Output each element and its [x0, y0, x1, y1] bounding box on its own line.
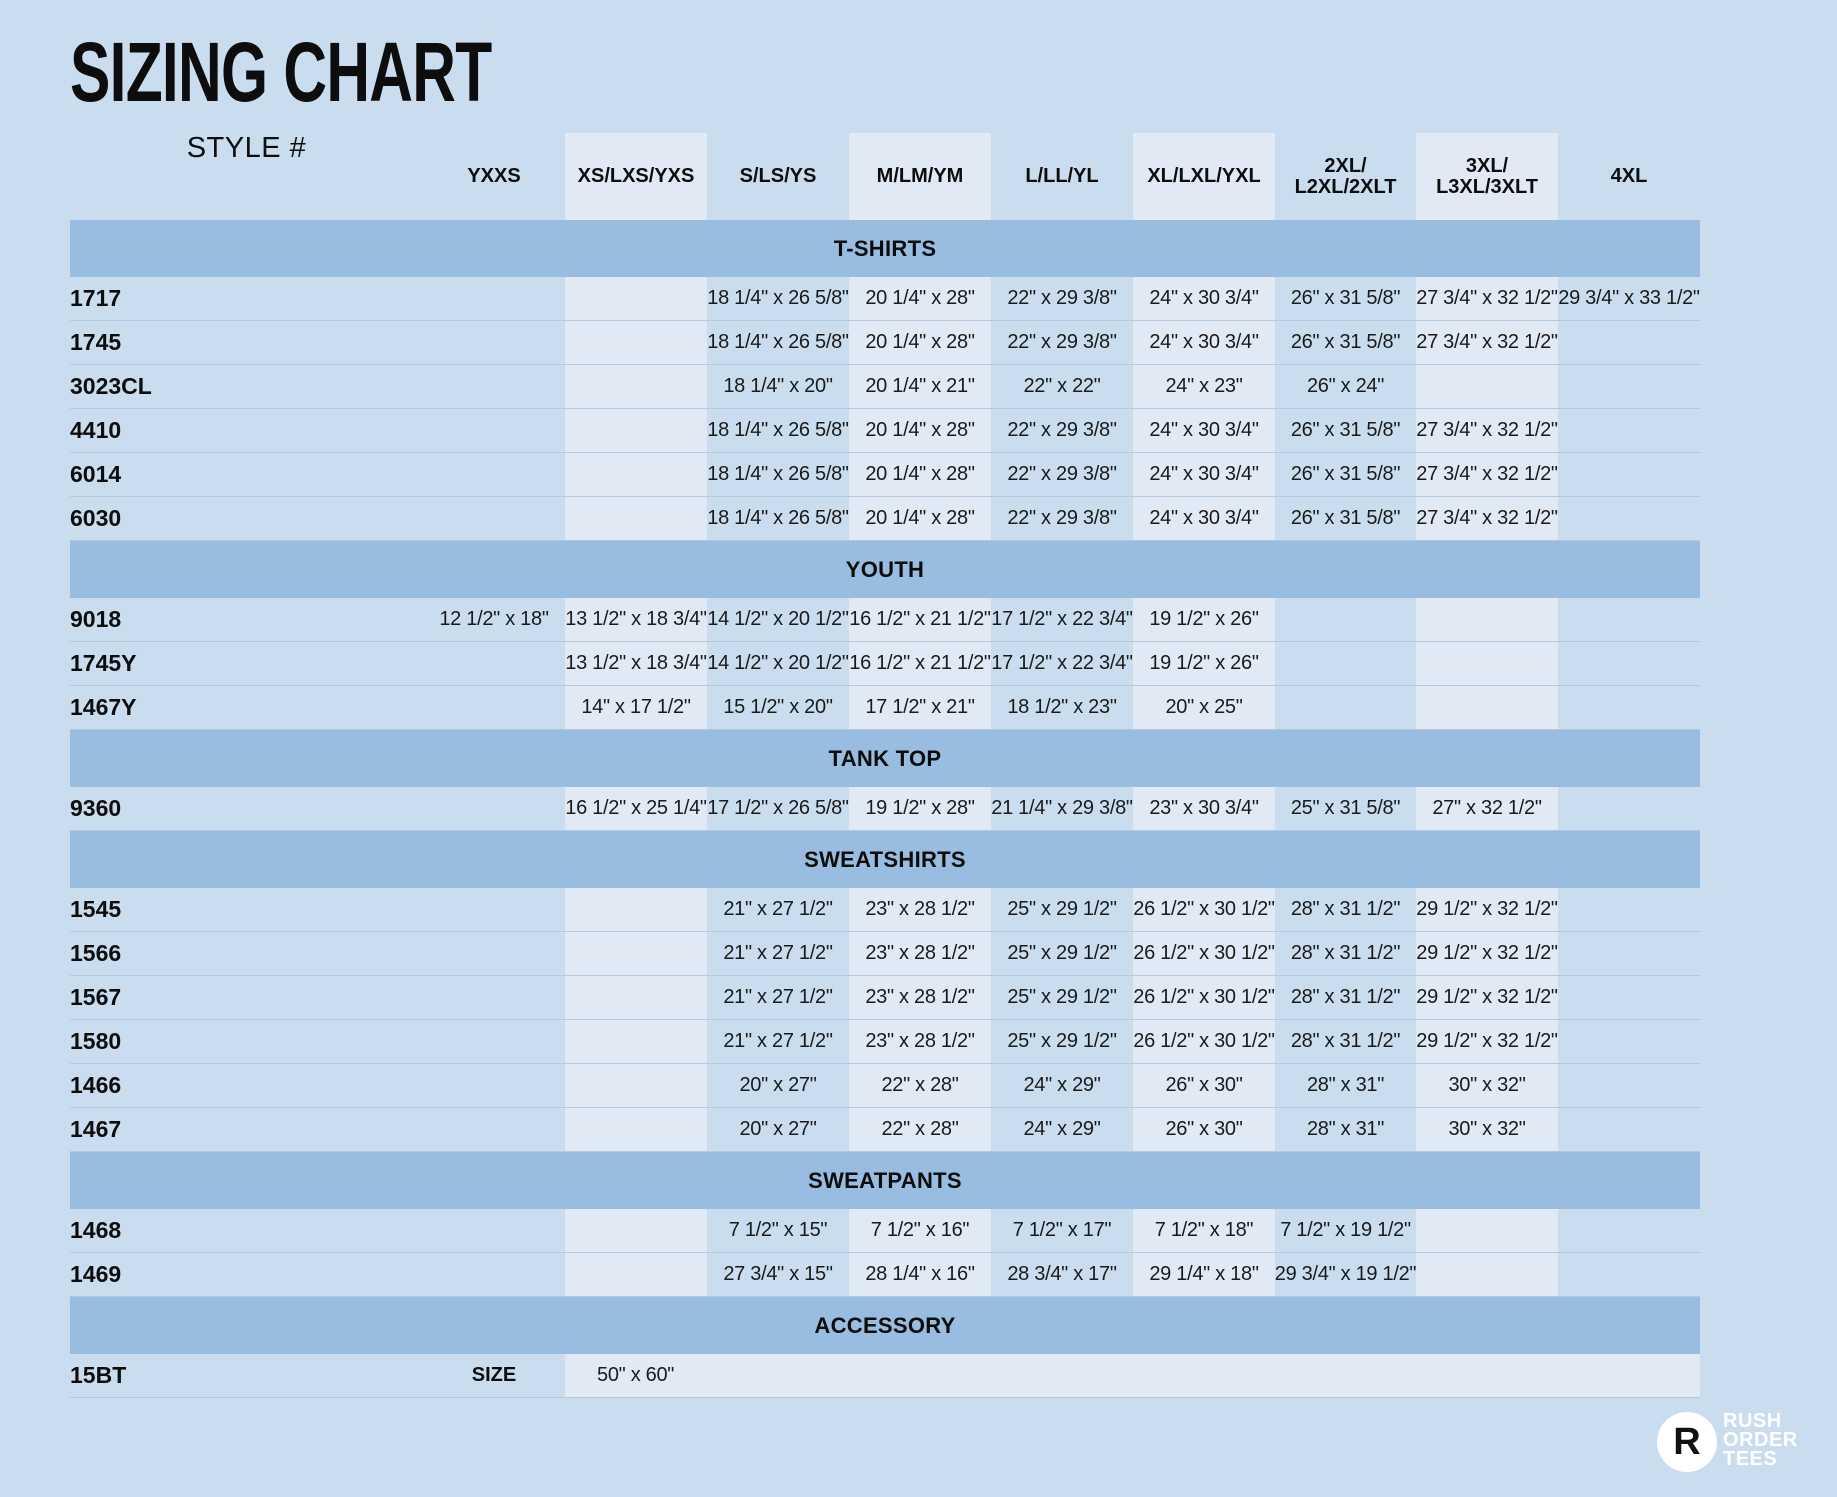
size-cell [1416, 598, 1558, 642]
size-column-header: S/LS/YS [739, 165, 817, 187]
size-cell: 29 3/4" x 19 1/2" [1275, 1253, 1416, 1297]
size-cell: 23" x 28 1/2" [849, 1020, 991, 1064]
size-cell [565, 497, 707, 541]
size-cell: 27 3/4" x 32 1/2" [1416, 453, 1558, 497]
size-cell [1416, 1209, 1558, 1253]
size-cell: 27 3/4" x 32 1/2" [1416, 277, 1558, 321]
size-cell [565, 1064, 707, 1108]
size-cell: 15 1/2" x 20" [707, 686, 849, 730]
size-cell: 24" x 30 3/4" [1133, 277, 1275, 321]
size-cell [1558, 1253, 1700, 1297]
size-cell: 20 1/4" x 28" [849, 277, 991, 321]
section-header: TANK TOP [70, 730, 1700, 787]
size-cell [1558, 888, 1700, 932]
size-cell: 14 1/2" x 20 1/2" [707, 598, 849, 642]
size-cell [565, 888, 707, 932]
size-cell: 23" x 28 1/2" [849, 976, 991, 1020]
style-number: 9018 [70, 598, 423, 642]
size-cell: 24" x 30 3/4" [1133, 409, 1275, 453]
style-number: 1466 [70, 1064, 423, 1108]
size-cell [1416, 1253, 1558, 1297]
size-cell: 7 1/2" x 15" [707, 1209, 849, 1253]
size-cell: 27 3/4" x 32 1/2" [1416, 409, 1558, 453]
style-number: 1566 [70, 932, 423, 976]
size-cell [423, 1209, 565, 1253]
size-column-header: 3XL/ L3XL/3XLT [1416, 133, 1558, 220]
size-cell: 18 1/4" x 26 5/8" [707, 497, 849, 541]
size-cell [1558, 321, 1700, 365]
size-cell: 21" x 27 1/2" [707, 932, 849, 976]
size-cell: 16 1/2" x 25 1/4" [565, 787, 707, 831]
size-cell: 26" x 30" [1133, 1064, 1275, 1108]
size-cell [565, 1020, 707, 1064]
size-cell [423, 642, 565, 686]
size-cell: 27" x 32 1/2" [1416, 787, 1558, 831]
size-cell: 26 1/2" x 30 1/2" [1133, 932, 1275, 976]
size-cell: 13 1/2" x 18 3/4" [565, 642, 707, 686]
style-number: 1545 [70, 888, 423, 932]
size-cell: 26 1/2" x 30 1/2" [1133, 888, 1275, 932]
size-cell: 29 1/2" x 32 1/2" [1416, 1020, 1558, 1064]
logo-mark-icon: R [1657, 1412, 1717, 1472]
style-number: 3023CL [70, 365, 423, 409]
size-cell: 20" x 27" [707, 1108, 849, 1152]
size-cell: 26" x 31 5/8" [1275, 497, 1416, 541]
size-cell [423, 453, 565, 497]
size-cell [565, 277, 707, 321]
size-cell: 30" x 32" [1416, 1108, 1558, 1152]
size-cell: 28 3/4" x 17" [991, 1253, 1133, 1297]
style-number: 1468 [70, 1209, 423, 1253]
size-cell: 19 1/2" x 28" [849, 787, 991, 831]
size-cell: 16 1/2" x 21 1/2" [849, 598, 991, 642]
size-cell [1558, 932, 1700, 976]
size-column-header: M/LM/YM [849, 133, 991, 220]
style-number: 1467 [70, 1108, 423, 1152]
size-cell [565, 453, 707, 497]
size-cell: 25" x 31 5/8" [1275, 787, 1416, 831]
size-cell [1416, 365, 1558, 409]
size-cell: 26" x 31 5/8" [1275, 277, 1416, 321]
size-cell: 26 1/2" x 30 1/2" [1133, 1020, 1275, 1064]
size-cell [565, 976, 707, 1020]
size-cell [1558, 1064, 1700, 1108]
style-number: 4410 [70, 409, 423, 453]
size-cell: 29 1/2" x 32 1/2" [1416, 976, 1558, 1020]
size-cell: 28" x 31" [1275, 1064, 1416, 1108]
size-cell [1275, 642, 1416, 686]
size-cell: 28" x 31 1/2" [1275, 976, 1416, 1020]
size-cell: 23" x 30 3/4" [1133, 787, 1275, 831]
size-cell: 18 1/4" x 26 5/8" [707, 453, 849, 497]
size-cell: 28" x 31 1/2" [1275, 932, 1416, 976]
size-cell: 21" x 27 1/2" [707, 1020, 849, 1064]
size-cell: 22" x 29 3/8" [991, 321, 1133, 365]
size-cell [565, 1108, 707, 1152]
size-cell [423, 1020, 565, 1064]
style-number: 6014 [70, 453, 423, 497]
size-cell [1558, 497, 1700, 541]
size-cell: 7 1/2" x 16" [849, 1209, 991, 1253]
style-number: 1567 [70, 976, 423, 1020]
brand-logo [1657, 1410, 1807, 1480]
size-cell [565, 1209, 707, 1253]
size-cell: 29 1/2" x 32 1/2" [1416, 888, 1558, 932]
size-cell: 14" x 17 1/2" [565, 686, 707, 730]
size-cell: 24" x 30 3/4" [1133, 497, 1275, 541]
style-column-header: STYLE # [186, 132, 307, 164]
size-cell: 17 1/2" x 22 3/4" [991, 642, 1133, 686]
size-cell [1558, 453, 1700, 497]
size-cell: 13 1/2" x 18 3/4" [565, 598, 707, 642]
style-number: 1745 [70, 321, 423, 365]
size-cell [423, 409, 565, 453]
size-cell: 22" x 29 3/8" [991, 409, 1133, 453]
size-cell: 17 1/2" x 26 5/8" [707, 787, 849, 831]
size-cell: 20 1/4" x 21" [849, 365, 991, 409]
size-cell: 29 3/4" x 33 1/2" [1558, 277, 1700, 321]
size-cell: 24" x 29" [991, 1064, 1133, 1108]
style-number: 1717 [70, 277, 423, 321]
size-cell: 26" x 31 5/8" [1275, 453, 1416, 497]
size-cell: 20" x 27" [707, 1064, 849, 1108]
style-number: 1469 [70, 1253, 423, 1297]
size-cell [1558, 686, 1700, 730]
size-cell [423, 932, 565, 976]
size-cell [1558, 642, 1700, 686]
size-cell [1275, 686, 1416, 730]
size-cell [565, 321, 707, 365]
size-column-header: XL/LXL/YXL [1133, 133, 1275, 220]
size-column-header: 4XL [1610, 165, 1648, 187]
size-cell: 29 1/4" x 18" [1133, 1253, 1275, 1297]
size-cell: 20 1/4" x 28" [849, 409, 991, 453]
size-column-header: 2XL/ L2XL/2XLT [1294, 154, 1397, 198]
size-cell: 25" x 29 1/2" [991, 888, 1133, 932]
size-cell: 26" x 31 5/8" [1275, 409, 1416, 453]
size-cell: 27 3/4" x 32 1/2" [1416, 497, 1558, 541]
size-cell: 18 1/4" x 26 5/8" [707, 321, 849, 365]
size-cell [423, 1253, 565, 1297]
size-cell: 18 1/2" x 23" [991, 686, 1133, 730]
size-cell: 25" x 29 1/2" [991, 932, 1133, 976]
size-cell: 24" x 23" [1133, 365, 1275, 409]
size-cell [423, 277, 565, 321]
size-column-header: YXXS [467, 165, 521, 187]
size-cell: 22" x 29 3/8" [991, 277, 1133, 321]
size-cell [565, 932, 707, 976]
size-cell: 28" x 31 1/2" [1275, 1020, 1416, 1064]
size-cell: 28" x 31 1/2" [1275, 888, 1416, 932]
size-cell: 14 1/2" x 20 1/2" [707, 642, 849, 686]
size-cell: 24" x 30 3/4" [1133, 453, 1275, 497]
size-cell: 20" x 25" [1133, 686, 1275, 730]
section-header: SWEATSHIRTS [70, 831, 1700, 888]
logo-text: RUSH ORDER TEES [1723, 1410, 1798, 1470]
section-header: SWEATPANTS [70, 1152, 1700, 1209]
sizing-table [70, 133, 1700, 1398]
size-cell: 25" x 29 1/2" [991, 976, 1133, 1020]
size-cell [423, 1064, 565, 1108]
size-cell: 29 1/2" x 32 1/2" [1416, 932, 1558, 976]
size-cell: 18 1/4" x 20" [707, 365, 849, 409]
size-cell [1275, 598, 1416, 642]
size-cell [423, 365, 565, 409]
size-label: SIZE [423, 1354, 565, 1398]
size-cell [565, 1253, 707, 1297]
style-number: 1580 [70, 1020, 423, 1064]
size-cell: 25" x 29 1/2" [991, 1020, 1133, 1064]
size-cell: 18 1/4" x 26 5/8" [707, 277, 849, 321]
size-cell: 30" x 32" [1416, 1064, 1558, 1108]
size-cell: 19 1/2" x 26" [1133, 598, 1275, 642]
size-cell [1558, 598, 1700, 642]
size-cell: 7 1/2" x 18" [1133, 1209, 1275, 1253]
size-column-header: XS/LXS/YXS [565, 133, 707, 220]
size-cell [1558, 1108, 1700, 1152]
size-cell: 16 1/2" x 21 1/2" [849, 642, 991, 686]
size-cell: 22" x 29 3/8" [991, 453, 1133, 497]
style-number: 6030 [70, 497, 423, 541]
size-cell: 21 1/4" x 29 3/8" [991, 787, 1133, 831]
accessory-size-cell: 50" x 60" [565, 1354, 1700, 1398]
size-column-header: L/LL/YL [1025, 165, 1099, 187]
size-cell [423, 321, 565, 365]
style-number: 1745Y [70, 642, 423, 686]
size-cell [1558, 1209, 1700, 1253]
size-cell [423, 888, 565, 932]
size-cell: 12 1/2" x 18" [423, 598, 565, 642]
size-cell: 22" x 29 3/8" [991, 497, 1133, 541]
size-cell: 22" x 28" [849, 1108, 991, 1152]
size-cell [423, 686, 565, 730]
size-cell [1416, 686, 1558, 730]
style-number: 9360 [70, 787, 423, 831]
size-cell [423, 1108, 565, 1152]
page-title: SIZING CHART [70, 25, 492, 119]
style-number: 1467Y [70, 686, 423, 730]
size-cell: 23" x 28 1/2" [849, 932, 991, 976]
style-number: 15BT [70, 1354, 423, 1398]
section-header: YOUTH [70, 541, 1700, 598]
size-cell: 28" x 31" [1275, 1108, 1416, 1152]
size-cell: 27 3/4" x 32 1/2" [1416, 321, 1558, 365]
size-cell [1558, 976, 1700, 1020]
size-cell: 20 1/4" x 28" [849, 321, 991, 365]
size-cell [423, 976, 565, 1020]
size-cell: 7 1/2" x 17" [991, 1209, 1133, 1253]
size-cell: 26" x 30" [1133, 1108, 1275, 1152]
size-cell: 24" x 30 3/4" [1133, 321, 1275, 365]
size-cell: 7 1/2" x 19 1/2" [1275, 1209, 1416, 1253]
size-cell: 19 1/2" x 26" [1133, 642, 1275, 686]
size-cell: 28 1/4" x 16" [849, 1253, 991, 1297]
size-cell: 24" x 29" [991, 1108, 1133, 1152]
size-cell: 26" x 31 5/8" [1275, 321, 1416, 365]
size-cell: 20 1/4" x 28" [849, 453, 991, 497]
size-cell [1558, 787, 1700, 831]
size-cell [1558, 365, 1700, 409]
size-cell: 23" x 28 1/2" [849, 888, 991, 932]
size-cell [565, 409, 707, 453]
size-cell: 22" x 28" [849, 1064, 991, 1108]
size-cell: 20 1/4" x 28" [849, 497, 991, 541]
size-cell [1558, 409, 1700, 453]
size-cell: 26" x 24" [1275, 365, 1416, 409]
size-cell: 21" x 27 1/2" [707, 976, 849, 1020]
size-cell: 22" x 22" [991, 365, 1133, 409]
size-cell [565, 365, 707, 409]
size-cell: 26 1/2" x 30 1/2" [1133, 976, 1275, 1020]
section-header: ACCESSORY [70, 1297, 1700, 1354]
size-cell [423, 787, 565, 831]
section-header: T-SHIRTS [70, 220, 1700, 277]
size-cell [1416, 642, 1558, 686]
size-cell [423, 497, 565, 541]
size-cell: 17 1/2" x 21" [849, 686, 991, 730]
size-cell [1558, 1020, 1700, 1064]
size-cell: 21" x 27 1/2" [707, 888, 849, 932]
size-cell: 18 1/4" x 26 5/8" [707, 409, 849, 453]
size-cell: 27 3/4" x 15" [707, 1253, 849, 1297]
size-cell: 17 1/2" x 22 3/4" [991, 598, 1133, 642]
